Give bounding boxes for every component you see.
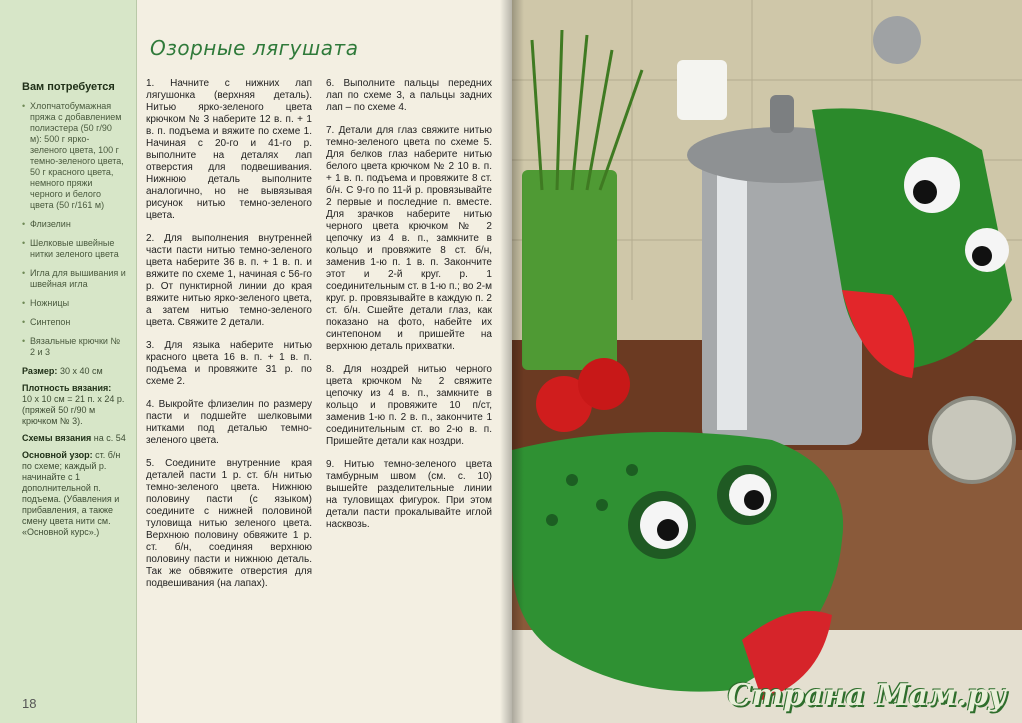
materials-item: • Синтепон bbox=[22, 317, 126, 328]
frog-pupil bbox=[972, 246, 992, 266]
instruction-step: 5. Соедините внутренние края деталей пасти 1 р. ст. б/н нитью темно-зеленого цвета. Нижнюю половину пасти (с языком) соедините с нижней половиной туловища нитью зеленого цвета. Верхнюю половину обвяжите 1 р. ст. б/н, соединяя верхнюю половину пасти и нижнюю деталь. Так же обвяжите отверстия для подвешивания (на лапах). bbox=[146, 458, 312, 589]
instruction-step: 8. Для ноздрей нитью черного цвета крючком № 2 свяжите цепочку из 4 в. п., замкните в кольцо и провяжите 10 п/ст, заменив 1-ю п. 2 в. п., закончите 1 соединительным ст. во 2-ю в. п. Пришейте детали как ноздри. bbox=[326, 364, 492, 447]
pattern-label: Основной узор: bbox=[22, 450, 93, 460]
hanging-lid bbox=[873, 16, 921, 64]
pot-highlight bbox=[717, 150, 747, 430]
density-value: 10 x 10 см = 21 п. x 24 р. (пряжей 50 г/90 м крючком № 3). bbox=[22, 394, 125, 426]
instruction-step: 1. Начните с нижних лап лягушонка (верхняя деталь). Нитью ярко-зеленого цвета крючком № 3 наберите 12 в. п. + 1 в. п. подъема и вяжите по схеме 1. Начиная с 20-го и 41-го р. выполните на деталях лап отверстия для подвешивания. Нижнюю деталь выполните аналогично, но не вывязывая рисунок нитью темно-зеленого цвета. bbox=[146, 78, 312, 221]
skimmer bbox=[930, 398, 1014, 482]
size-value: 30 x 40 см bbox=[59, 366, 103, 376]
article-title: Озорные лягушата bbox=[150, 36, 359, 60]
schemes-value: на с. 54 bbox=[93, 433, 126, 443]
materials-sidebar bbox=[0, 0, 137, 723]
materials-item: • Хлопчатобумажная пряжа с добавлением полиэстера (50 г/90 м): 500 г ярко-зеленого цвета, 100 г темно-зеленого цвета, 50 г красного цвета, немного пряжи черного и белого цвета (50 г/161 м) bbox=[22, 101, 126, 211]
density-label: Плотность вязания: bbox=[22, 383, 112, 393]
materials-item: • Вязальные крючки № 2 и 3 bbox=[22, 336, 126, 358]
materials-item: • Шелковые швейные нитки зеленого цвета bbox=[22, 238, 126, 260]
lid-knob bbox=[770, 95, 794, 133]
tomato bbox=[578, 358, 630, 410]
materials-item: • Ножницы bbox=[22, 298, 126, 309]
frog-pupil bbox=[744, 490, 764, 510]
size-info bbox=[22, 366, 126, 377]
pattern-value: ст. б/н по схеме; каждый р. начинайте с 1 дополнительной п. подъема. (Убавления и прибавления, а также смену цвета нити см. «Основной курс».) bbox=[22, 450, 121, 537]
size-label: Размер: bbox=[22, 366, 58, 376]
pattern-info bbox=[22, 450, 126, 538]
density-info bbox=[22, 383, 126, 427]
sidebar-title: Вам потребуется bbox=[22, 81, 115, 93]
instruction-step: 7. Детали для глаз свяжите нитью темно-зеленого цвета по схеме 5. Для белков глаз наберите нитью белого цвета крючком № 2 10 в. п. + 1 в. п. подъема и провяжите 8 ст. б/н. С 9-го по 11-й р. провязывайте 2 первые и последние п. вместе. Для зрачков наберите нитью черного цвета крючком № 2 цепочку из 4 в. п., замкните в кольцо и провяжите 8 ст. б/н, заменив 1-ю п. 1 в. п. Закончите этот и 2-й круг. р. 1 соединительным ст. в 1-ю п.; во 2-м круг. р. провязывайте в каждую п. 2 ст. б/н. Сшейте детали глаз, как показано на фото, набейте их синтепоном и пришейте на верхнюю деталь прихватки. bbox=[326, 125, 492, 352]
right-page-photo bbox=[512, 0, 1022, 723]
instructions-content bbox=[146, 36, 506, 601]
frog-pupil bbox=[913, 180, 937, 204]
frog-pupil bbox=[657, 519, 679, 541]
herb-pot bbox=[522, 170, 617, 370]
site-watermark: Страна Мам.ру bbox=[727, 678, 1006, 713]
materials-item: • Флизелин bbox=[22, 219, 126, 230]
materials-item: • Игла для вышивания и швейная игла bbox=[22, 268, 126, 290]
instructions-column-1 bbox=[146, 78, 312, 601]
instruction-step: 9. Нитью темно-зеленого цвета тамбурным швом (см. с. 10) вышейте разделительные линии на туловищах фигурок. При этом детали пасти прокалывайте иглой насквозь. bbox=[326, 459, 492, 530]
frog-potholders-photo bbox=[512, 0, 1022, 723]
schemes-label: Схемы вязания bbox=[22, 433, 92, 443]
schemes-info bbox=[22, 433, 126, 444]
page-gutter bbox=[500, 0, 524, 723]
instruction-step: 6. Выполните пальцы передних лап по схеме 3, а пальцы задних лап – по схеме 4. bbox=[326, 78, 492, 113]
instruction-step: 2. Для выполнения внутренней части пасти нитью темно-зеленого цвета наберите 36 в. п. + 1 в. п. и вяжите по схеме 1, начиная с 56-го р. От пунктирной линии до края вяжите нитью ярко-зеленого цвета, а затем нитью темно-зеленого цвета. Свяжите 2 детали. bbox=[146, 233, 312, 328]
ladle bbox=[677, 60, 727, 120]
page-number: 18 bbox=[22, 696, 37, 711]
instruction-step: 3. Для языка наберите нитью красного цвета 16 в. п. + 1 в. п. подъема и провяжите 31 р. по схеме 2. bbox=[146, 340, 312, 387]
instructions-column-2 bbox=[326, 78, 492, 601]
instruction-step: 4. Выкройте флизелин по размеру пасти и подшейте шелковыми нитками под деталью темно-зеленого цвета. bbox=[146, 399, 312, 446]
